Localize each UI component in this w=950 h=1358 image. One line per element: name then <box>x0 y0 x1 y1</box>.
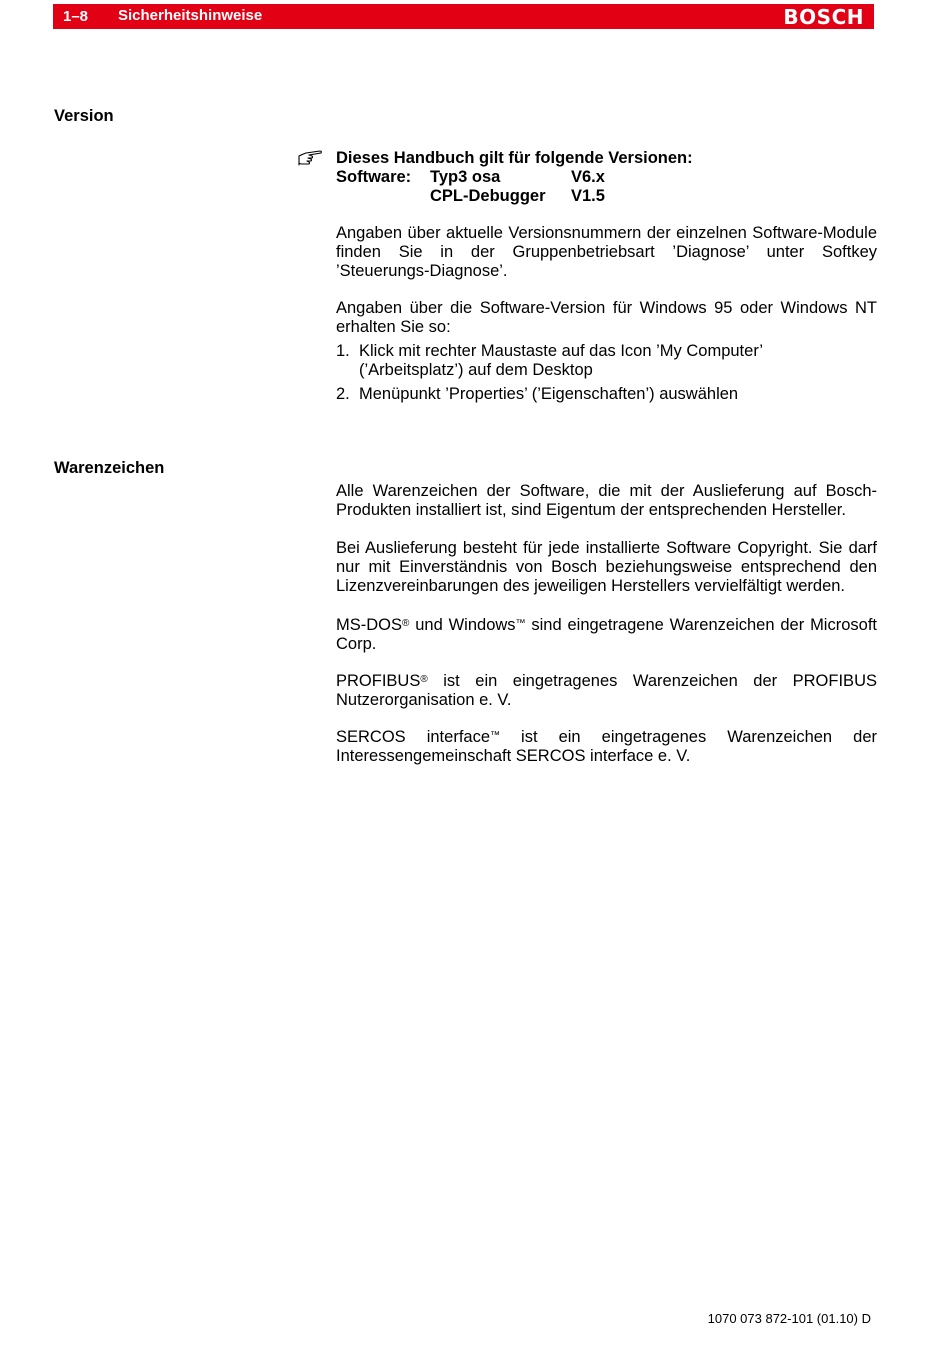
paragraph-text: Alle Warenzeichen der Software, die mit der Auslieferung auf Bosch-Produkten installiert ist, sind Eigentum der entsprechenden Hersteller. <box>336 482 877 519</box>
bosch-logo: BOSCH <box>783 5 864 29</box>
paragraph-text: ist ein eingetragenes Warenzeichen der PROFIBUS Nutzerorganisation e. V. <box>336 672 877 709</box>
step-text: Klick mit rechter Maustaste auf das Icon ’My Computer’ <box>359 342 764 360</box>
paragraph-text: und Windows <box>409 616 516 634</box>
list-item <box>336 385 877 405</box>
version-heading: Dieses Handbuch gilt für folgende Versionen: <box>336 149 693 167</box>
paragraph-text: Angaben über die Software-Version für Windows 95 oder Windows NT erhalten Sie so: <box>336 299 877 336</box>
trademark-msdos <box>336 614 877 654</box>
trademark-mark: ™ <box>490 730 501 741</box>
software-name: CPL-Debugger <box>430 187 546 205</box>
pointing-hand-icon <box>298 148 322 166</box>
trademark-name: PROFIBUS <box>336 672 421 690</box>
step-text: Menüpunkt ’Properties’ (’Eigenschaften’) auswählen <box>359 385 739 403</box>
document-number: 1070 073 872-101 (01.10) D <box>707 1311 871 1326</box>
version-block <box>336 149 693 206</box>
step-number: 2. <box>336 385 350 403</box>
version-paragraph-1 <box>336 224 877 281</box>
paragraph-text: Bei Auslieferung besteht für jede installierte Software Copyright. Sie darf nur mit Einverständnis von Bosch beziehungsweise entsprechend den Lizenzvereinbarungen des jeweiligen Herstellers vervielfältigt werden. <box>336 539 877 595</box>
trademark-paragraph-2 <box>336 539 877 596</box>
chapter-title: Sicherheitshinweise <box>118 7 263 24</box>
step-text-continued: (’Arbeitsplatz’) auf dem Desktop <box>359 361 593 379</box>
software-name: Typ3 osa <box>430 168 501 186</box>
registered-mark: ® <box>420 674 428 685</box>
list-item <box>336 342 877 382</box>
paragraph-text: sind eingetragene Warenzeichen der Microsoft Corp. <box>336 616 877 653</box>
software-version: V6.x <box>571 168 605 186</box>
trademark-sercos <box>336 726 877 766</box>
trademark-mark: ™ <box>515 618 526 629</box>
trademark-name: SERCOS interface <box>336 728 491 746</box>
software-label: Software: <box>336 168 412 186</box>
version-paragraph-2 <box>336 299 877 337</box>
paragraph-text: Angaben über aktuelle Versionsnummern der einzelnen Software-Module finden Sie in der Gruppenbetriebsart ’Diagnose’ unter Softkey ’Steuerungs-Diagnose’. <box>336 224 877 280</box>
page-number: 1–8 <box>63 8 89 25</box>
trademark-name: MS-DOS <box>336 616 402 634</box>
trademark-profibus <box>336 670 877 710</box>
software-version: V1.5 <box>571 187 605 205</box>
page-header <box>53 4 874 29</box>
paragraph-text <box>336 614 877 654</box>
step-number: 1. <box>336 342 350 360</box>
version-row <box>336 187 693 206</box>
paragraph-text <box>336 726 877 766</box>
paragraph-text: ist ein eingetragenes Warenzeichen der Interessengemeinschaft SERCOS interface e. V. <box>336 728 877 765</box>
section-title-version: Version <box>54 107 114 125</box>
registered-mark: ® <box>402 618 410 629</box>
version-row <box>336 168 693 187</box>
section-title-trademarks: Warenzeichen <box>54 459 165 477</box>
paragraph-text <box>336 670 877 710</box>
trademark-paragraph-1 <box>336 482 877 520</box>
